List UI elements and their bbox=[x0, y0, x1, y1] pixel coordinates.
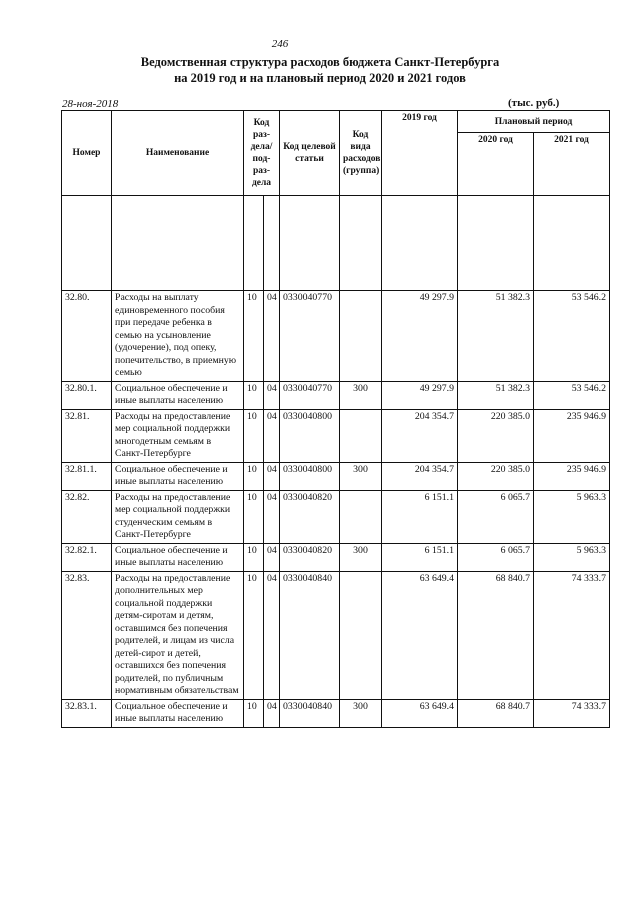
row-2021: 53 546.2 bbox=[534, 381, 610, 409]
title-line-2: на 2019 год и на плановый период 2020 и 2021 годов bbox=[174, 71, 466, 85]
row-expense-type: 300 bbox=[340, 381, 382, 409]
col-name-header: Наименование bbox=[112, 111, 244, 196]
row-2019: 49 297.9 bbox=[382, 291, 458, 382]
row-expense-type bbox=[340, 571, 382, 699]
col-number-header: Номер bbox=[62, 111, 112, 196]
row-section: 10 bbox=[244, 543, 264, 571]
row-2021: 235 946.9 bbox=[534, 409, 610, 462]
row-section: 10 bbox=[244, 490, 264, 543]
table-row bbox=[62, 490, 610, 543]
row-2019: 6 151.1 bbox=[382, 490, 458, 543]
row-expense-type bbox=[340, 409, 382, 462]
row-2020: 220 385.0 bbox=[458, 409, 534, 462]
col-2020-header: 2020 год bbox=[458, 133, 534, 196]
row-2020: 51 382.3 bbox=[458, 291, 534, 382]
row-target: 0330040840 bbox=[280, 699, 340, 727]
row-subsection: 04 bbox=[264, 462, 280, 490]
row-number: 32.83. bbox=[62, 571, 112, 699]
table-row bbox=[62, 409, 610, 462]
row-target: 0330040820 bbox=[280, 490, 340, 543]
row-target: 0330040770 bbox=[280, 291, 340, 382]
row-2019: 204 354.7 bbox=[382, 409, 458, 462]
row-number: 32.81.1. bbox=[62, 462, 112, 490]
row-expense-type bbox=[340, 490, 382, 543]
table-row bbox=[62, 571, 610, 699]
row-2020: 68 840.7 bbox=[458, 699, 534, 727]
page-number: 246 bbox=[271, 38, 289, 50]
row-section: 10 bbox=[244, 571, 264, 699]
row-name: Социальное обеспечение и иные выплаты населению bbox=[112, 462, 244, 490]
header-spacer-row bbox=[62, 196, 610, 291]
budget-table bbox=[61, 110, 610, 728]
row-number: 32.80.1. bbox=[62, 381, 112, 409]
row-target: 0330040840 bbox=[280, 571, 340, 699]
row-subsection: 04 bbox=[264, 543, 280, 571]
row-2021: 74 333.7 bbox=[534, 571, 610, 699]
row-2020: 6 065.7 bbox=[458, 490, 534, 543]
row-2019: 6 151.1 bbox=[382, 543, 458, 571]
row-2021: 74 333.7 bbox=[534, 699, 610, 727]
row-2019: 49 297.9 bbox=[382, 381, 458, 409]
table-row bbox=[62, 381, 610, 409]
row-expense-type: 300 bbox=[340, 462, 382, 490]
row-2021: 53 546.2 bbox=[534, 291, 610, 382]
row-expense-type: 300 bbox=[340, 543, 382, 571]
row-name: Социальное обеспечение и иные выплаты населению bbox=[112, 543, 244, 571]
row-subsection: 04 bbox=[264, 291, 280, 382]
row-name: Расходы на предоставление мер социальной поддержки студенческим семьям в Санкт-Петербурге bbox=[112, 490, 244, 543]
table-row bbox=[62, 699, 610, 727]
units-label: (тыс. руб.) bbox=[508, 97, 560, 109]
table-row bbox=[62, 291, 610, 382]
row-section: 10 bbox=[244, 409, 264, 462]
row-section: 10 bbox=[244, 462, 264, 490]
row-subsection: 04 bbox=[264, 699, 280, 727]
row-2019: 204 354.7 bbox=[382, 462, 458, 490]
row-subsection: 04 bbox=[264, 409, 280, 462]
row-number: 32.81. bbox=[62, 409, 112, 462]
row-number: 32.82.1. bbox=[62, 543, 112, 571]
row-2021: 5 963.3 bbox=[534, 543, 610, 571]
row-subsection: 04 bbox=[264, 571, 280, 699]
row-name: Расходы на предоставление дополнительных мер социальной поддержки детям-сиротам и детям, оставшимся без попечения родителей, и лицам из числа детей-сирот и детей, оставшихся без попечения родителей, по публичным нормативным обязательствам bbox=[112, 571, 244, 699]
row-section: 10 bbox=[244, 699, 264, 727]
row-number: 32.82. bbox=[62, 490, 112, 543]
table-row bbox=[62, 543, 610, 571]
row-target: 0330040800 bbox=[280, 462, 340, 490]
title-line-1: Ведомственная структура расходов бюджета Санкт-Петербурга bbox=[140, 55, 500, 69]
table-row bbox=[62, 462, 610, 490]
row-2021: 5 963.3 bbox=[534, 490, 610, 543]
row-number: 32.80. bbox=[62, 291, 112, 382]
row-target: 0330040820 bbox=[280, 543, 340, 571]
row-2020: 51 382.3 bbox=[458, 381, 534, 409]
row-section: 10 bbox=[244, 291, 264, 382]
row-subsection: 04 bbox=[264, 381, 280, 409]
row-subsection: 04 bbox=[264, 490, 280, 543]
row-name: Социальное обеспечение и иные выплаты населению bbox=[112, 381, 244, 409]
document-date: 28-ноя-2018 bbox=[62, 98, 119, 110]
col-planned-period-header: Плановый период bbox=[458, 111, 610, 133]
col-2019-header: 2019 год bbox=[382, 111, 458, 196]
col-expense-type-header: Код вида расходов (группа) bbox=[340, 111, 382, 196]
row-2020: 6 065.7 bbox=[458, 543, 534, 571]
row-number: 32.83.1. bbox=[62, 699, 112, 727]
col-section-header: Код раз-дела/ под-раз-дела bbox=[244, 111, 280, 196]
row-2019: 63 649.4 bbox=[382, 571, 458, 699]
document-title bbox=[80, 54, 560, 86]
col-2021-header: 2021 год bbox=[534, 133, 610, 196]
row-2019: 63 649.4 bbox=[382, 699, 458, 727]
row-2020: 68 840.7 bbox=[458, 571, 534, 699]
row-2021: 235 946.9 bbox=[534, 462, 610, 490]
row-name: Расходы на предоставление мер социальной поддержки многодетным семьям в Санкт-Петербурге bbox=[112, 409, 244, 462]
row-name: Социальное обеспечение и иные выплаты населению bbox=[112, 699, 244, 727]
row-section: 10 bbox=[244, 381, 264, 409]
row-target: 0330040770 bbox=[280, 381, 340, 409]
row-name: Расходы на выплату единовременного пособия при передаче ребенка в семью на усыновление (удочерение), под опеку, попечительство, в приемную семью bbox=[112, 291, 244, 382]
col-target-header: Код целевой статьи bbox=[280, 111, 340, 196]
row-2020: 220 385.0 bbox=[458, 462, 534, 490]
row-expense-type bbox=[340, 291, 382, 382]
row-expense-type: 300 bbox=[340, 699, 382, 727]
row-target: 0330040800 bbox=[280, 409, 340, 462]
